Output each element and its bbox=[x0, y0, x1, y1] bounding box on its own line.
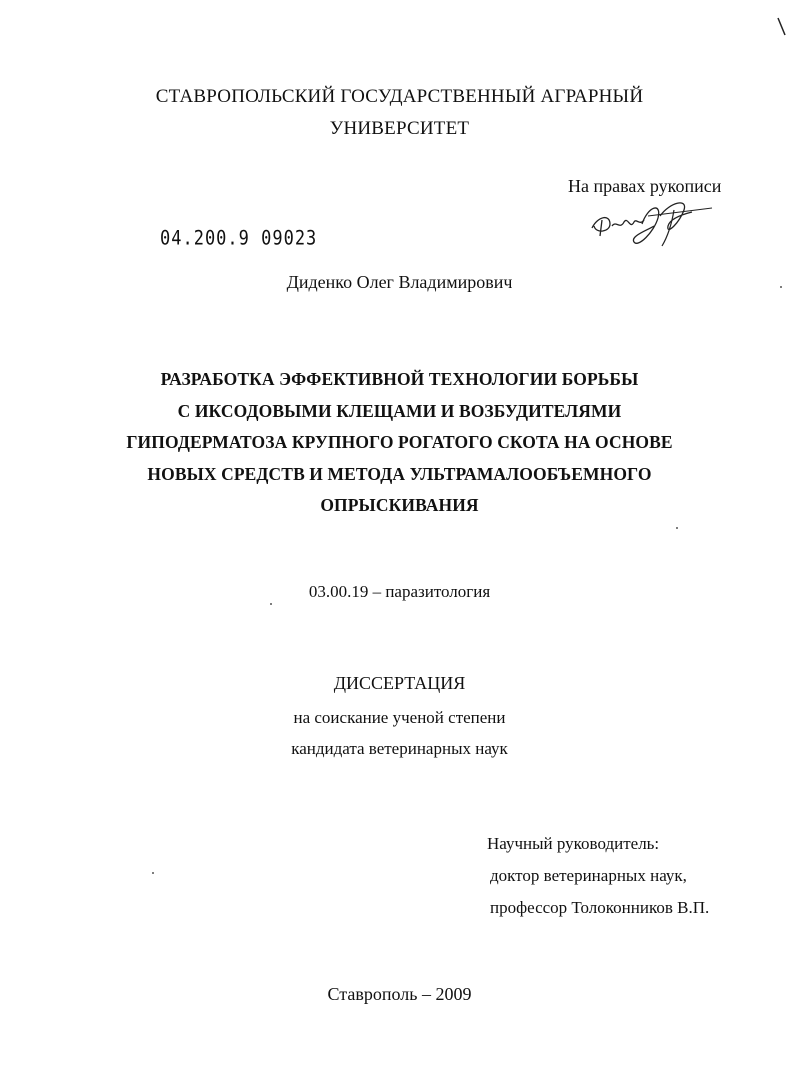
supervisor-block bbox=[487, 828, 709, 924]
rights-note: На правах рукописи bbox=[568, 176, 722, 196]
author-name: Диденко Олег Владимирович bbox=[286, 272, 513, 292]
supervisor-name: профессор Толоконников В.П. bbox=[490, 898, 710, 917]
supervisor-degree: доктор ветеринарных наук, bbox=[490, 866, 687, 885]
university-line-1: СТАВРОПОЛЬСКИЙ ГОСУДАРСТВЕННЫЙ АГРАРНЫЙ bbox=[155, 86, 644, 107]
title-line: ОПРЫСКИВАНИЯ bbox=[320, 495, 479, 515]
scan-speck bbox=[780, 286, 782, 288]
city-year: Ставрополь – 2009 bbox=[327, 984, 472, 1004]
dissertation-heading: ДИССЕРТАЦИЯ bbox=[333, 673, 466, 693]
degree-line-1: на соискание ученой степени bbox=[293, 708, 506, 727]
supervisor-label: Научный руководитель: bbox=[487, 834, 660, 853]
title-line: РАЗРАБОТКА ЭФФЕКТИВНОЙ ТЕХНОЛОГИИ БОРЬБЫ bbox=[160, 369, 639, 389]
specialty: 03.00.19 – паразитология bbox=[308, 582, 491, 601]
title-line: С ИКСОДОВЫМИ КЛЕЩАМИ И ВОЗБУДИТЕЛЯМИ bbox=[177, 400, 622, 421]
signature-image bbox=[588, 196, 718, 256]
dissertation-block bbox=[0, 673, 799, 764]
degree-line-2: кандидата ветеринарных наук bbox=[291, 739, 508, 758]
scan-speck bbox=[270, 603, 272, 605]
title-line: ГИПОДЕРМАТОЗА КРУПНОГО РОГАТОГО СКОТА НА ОСНОВЕ bbox=[126, 432, 673, 452]
university-line-2: УНИВЕРСИТЕТ bbox=[329, 118, 470, 139]
dissertation-title bbox=[0, 364, 799, 522]
scan-speck bbox=[152, 872, 154, 874]
registration-stamp: 04.200.9 09023 bbox=[160, 227, 318, 250]
scan-speck bbox=[676, 527, 678, 529]
scan-mark bbox=[776, 16, 788, 38]
title-line: НОВЫХ СРЕДСТВ И МЕТОДА УЛЬТРАМАЛООБЪЕМНОГО bbox=[147, 463, 652, 484]
university-name bbox=[0, 84, 799, 142]
